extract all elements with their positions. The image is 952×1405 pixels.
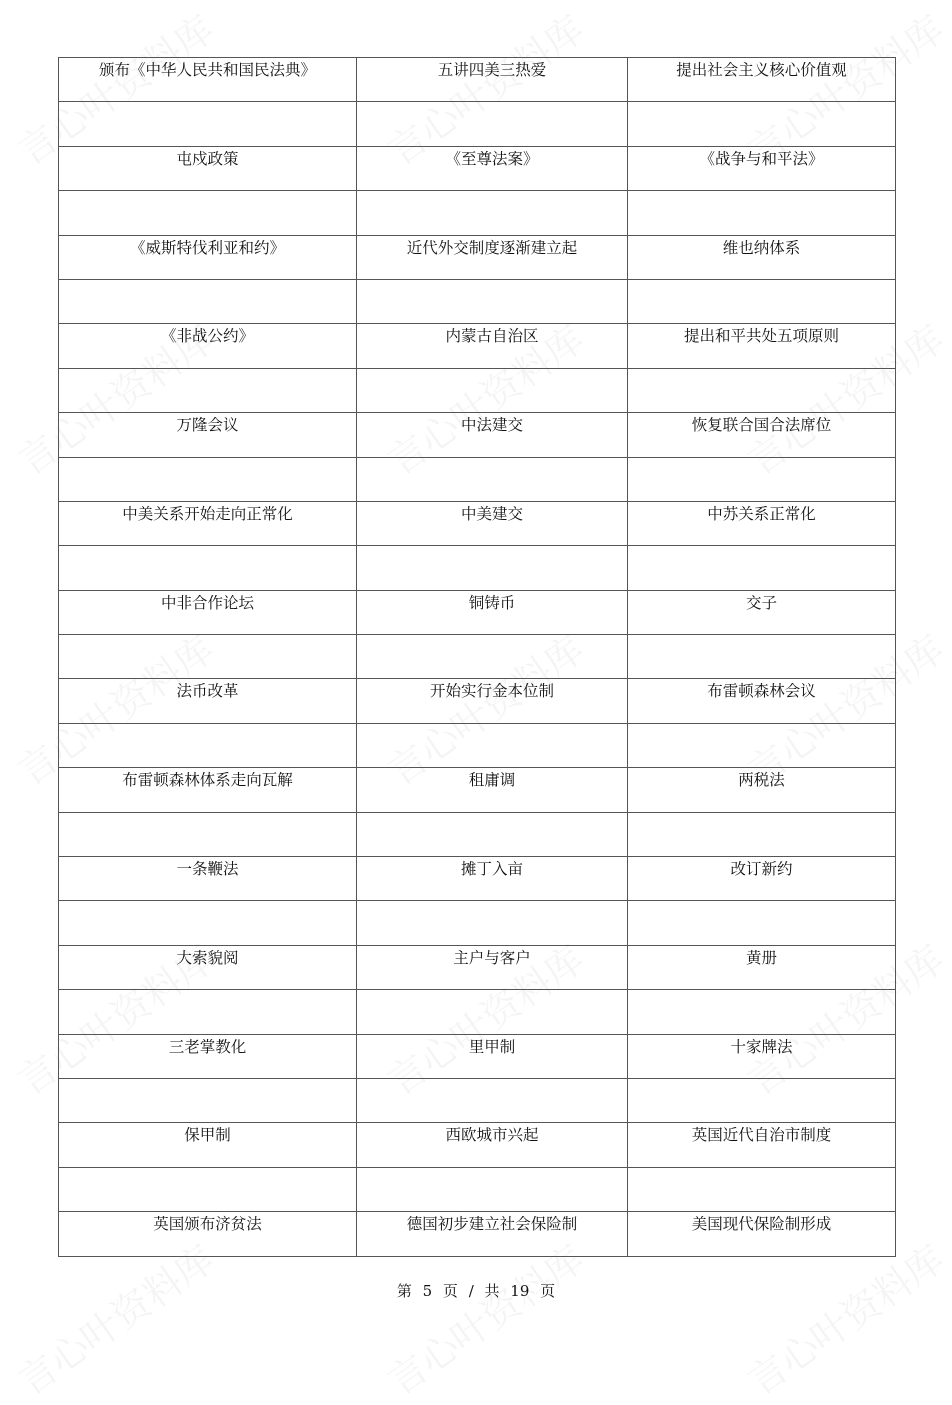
blank-cell[interactable] [357, 191, 628, 235]
blank-cell[interactable] [59, 1167, 357, 1211]
cell-text: 西欧城市兴起 [445, 1126, 539, 1145]
blank-cell[interactable] [59, 635, 357, 679]
table-cell [357, 58, 628, 102]
blank-answer-row [59, 1167, 896, 1211]
cell-text: 五讲四美三热爱 [437, 61, 547, 79]
cell-text: 黄册 [745, 948, 777, 967]
blank-cell[interactable] [357, 901, 628, 945]
blank-cell[interactable] [357, 635, 628, 679]
table-cell [59, 1034, 357, 1078]
blank-cell[interactable] [59, 191, 357, 235]
blank-cell[interactable] [628, 812, 896, 856]
blank-cell[interactable] [59, 812, 357, 856]
cell-text: 十家牌法 [730, 1037, 793, 1056]
blank-cell[interactable] [628, 102, 896, 146]
table-cell [357, 235, 628, 279]
table-row [59, 590, 896, 634]
blank-cell[interactable] [357, 990, 628, 1034]
table-cell [59, 857, 357, 901]
cell-text: 屯戍政策 [176, 149, 239, 168]
table-cell [628, 945, 896, 989]
table-cell [628, 679, 896, 723]
blank-answer-row [59, 457, 896, 501]
cell-text: 《非战公约》 [160, 327, 254, 346]
table-cell [59, 590, 357, 634]
table-cell [59, 1123, 357, 1167]
table-cell [59, 945, 357, 989]
table-cell [59, 1212, 357, 1256]
table-cell [357, 590, 628, 634]
cell-text: 中法建交 [460, 416, 523, 435]
cell-text: 两税法 [738, 771, 785, 790]
blank-cell[interactable] [59, 457, 357, 501]
blank-cell[interactable] [628, 546, 896, 590]
cell-text: 内蒙古自治区 [445, 327, 539, 346]
blank-cell[interactable] [628, 279, 896, 323]
blank-cell[interactable] [59, 1078, 357, 1122]
cell-text: 中美关系开始走向正常化 [122, 504, 293, 523]
cell-text: 维也纳体系 [722, 238, 801, 257]
table-row [59, 945, 896, 989]
cell-text: 改订新约 [730, 860, 793, 879]
blank-cell[interactable] [59, 901, 357, 945]
blank-cell[interactable] [357, 812, 628, 856]
table-row [59, 58, 896, 102]
blank-answer-row [59, 279, 896, 323]
blank-cell[interactable] [357, 723, 628, 767]
blank-cell[interactable] [357, 1167, 628, 1211]
blank-cell[interactable] [357, 546, 628, 590]
table-cell [59, 235, 357, 279]
blank-cell[interactable] [59, 279, 357, 323]
table-cell [59, 768, 357, 812]
cell-text: 《战争与和平法》 [699, 149, 824, 168]
cell-text: 保甲制 [184, 1126, 231, 1145]
blank-cell[interactable] [628, 723, 896, 767]
table-cell [357, 857, 628, 901]
cell-text: 万隆会议 [176, 416, 239, 435]
table-row [59, 1212, 896, 1256]
answer-table [58, 57, 896, 1257]
cell-text: 颁布《中华人民共和国民法典》 [98, 61, 316, 79]
blank-answer-row [59, 635, 896, 679]
table-cell [59, 146, 357, 190]
cell-text: 大索貌阅 [176, 948, 239, 967]
cell-text: 《威斯特伐利亚和约》 [129, 238, 285, 257]
cell-text: 摊丁入亩 [460, 860, 523, 879]
cell-text: 美国现代保险制形成 [691, 1215, 832, 1234]
blank-cell[interactable] [357, 457, 628, 501]
blank-answer-row [59, 546, 896, 590]
blank-answer-row [59, 990, 896, 1034]
table-cell [357, 1212, 628, 1256]
cell-text: 提出和平共处五项原则 [683, 327, 839, 346]
table-cell [628, 1123, 896, 1167]
blank-cell[interactable] [59, 102, 357, 146]
table-cell [59, 413, 357, 457]
table-cell [357, 146, 628, 190]
table-cell [628, 58, 896, 102]
cell-text: 恢复联合国合法席位 [691, 416, 832, 435]
blank-cell[interactable] [628, 368, 896, 412]
cell-text: 主户与客户 [453, 948, 531, 967]
blank-cell[interactable] [357, 1078, 628, 1122]
cell-text: 《至尊法案》 [445, 149, 539, 168]
blank-answer-row [59, 812, 896, 856]
table-cell [357, 945, 628, 989]
cell-text: 近代外交制度逐渐建立起 [406, 238, 578, 257]
table-cell [357, 413, 628, 457]
table-cell [357, 1034, 628, 1078]
blank-cell[interactable] [628, 457, 896, 501]
table-row [59, 768, 896, 812]
table-cell [628, 590, 896, 634]
blank-cell[interactable] [628, 1078, 896, 1122]
cell-text: 租庸调 [468, 771, 516, 790]
cell-text: 中苏关系正常化 [707, 504, 816, 523]
blank-answer-row [59, 723, 896, 767]
table-cell [628, 146, 896, 190]
cell-text: 布雷顿森林会议 [707, 682, 816, 701]
table-cell [357, 1123, 628, 1167]
table-row [59, 324, 896, 368]
cell-text: 德国初步建立社会保险制 [406, 1215, 578, 1234]
cell-text: 提出社会主义核心价值观 [676, 61, 847, 79]
table-cell [628, 235, 896, 279]
table-row [59, 146, 896, 190]
table-row [59, 235, 896, 279]
table-cell [628, 857, 896, 901]
blank-answer-row [59, 368, 896, 412]
blank-cell[interactable] [628, 635, 896, 679]
table-row [59, 413, 896, 457]
cell-text: 里甲制 [468, 1037, 516, 1056]
table-cell [59, 58, 357, 102]
table-cell [357, 501, 628, 545]
page-number: 第 5 页 / 共 19 页 [396, 1282, 556, 1300]
blank-cell[interactable] [628, 191, 896, 235]
blank-answer-row [59, 102, 896, 146]
table-cell [628, 768, 896, 812]
cell-text: 法币改革 [176, 682, 239, 701]
cell-text: 三老掌教化 [168, 1037, 247, 1056]
table-row [59, 501, 896, 545]
cell-text: 开始实行金本位制 [429, 682, 554, 701]
blank-cell[interactable] [59, 368, 357, 412]
blank-answer-row [59, 191, 896, 235]
table-cell [628, 1034, 896, 1078]
table-cell [357, 324, 628, 368]
blank-answer-row [59, 1078, 896, 1122]
cell-text: 铜铸币 [468, 593, 516, 612]
blank-cell[interactable] [59, 723, 357, 767]
blank-cell[interactable] [357, 279, 628, 323]
table-cell [59, 679, 357, 723]
cell-text: 英国颁布济贫法 [153, 1215, 262, 1234]
table-cell [628, 501, 896, 545]
blank-cell[interactable] [59, 990, 357, 1034]
blank-cell[interactable] [628, 1167, 896, 1211]
cell-text: 中非合作论坛 [160, 593, 254, 612]
cell-text: 布雷顿森林体系走向瓦解 [122, 771, 293, 790]
cell-text: 英国近代自治市制度 [691, 1126, 832, 1145]
blank-cell[interactable] [628, 901, 896, 945]
table-row [59, 1123, 896, 1167]
blank-answer-row [59, 901, 896, 945]
table-cell [628, 324, 896, 368]
cell-text: 一条鞭法 [176, 860, 239, 879]
table-row [59, 679, 896, 723]
table-cell [357, 679, 628, 723]
table-cell [59, 324, 357, 368]
blank-cell[interactable] [628, 990, 896, 1034]
table-row [59, 857, 896, 901]
blank-cell[interactable] [357, 102, 628, 146]
blank-cell[interactable] [357, 368, 628, 412]
table-cell [628, 413, 896, 457]
cell-text: 中美建交 [460, 504, 523, 523]
table-cell [357, 768, 628, 812]
table-cell [59, 501, 357, 545]
table-row [59, 1034, 896, 1078]
blank-cell[interactable] [59, 546, 357, 590]
cell-text: 交子 [745, 593, 777, 612]
table-cell [628, 1212, 896, 1256]
